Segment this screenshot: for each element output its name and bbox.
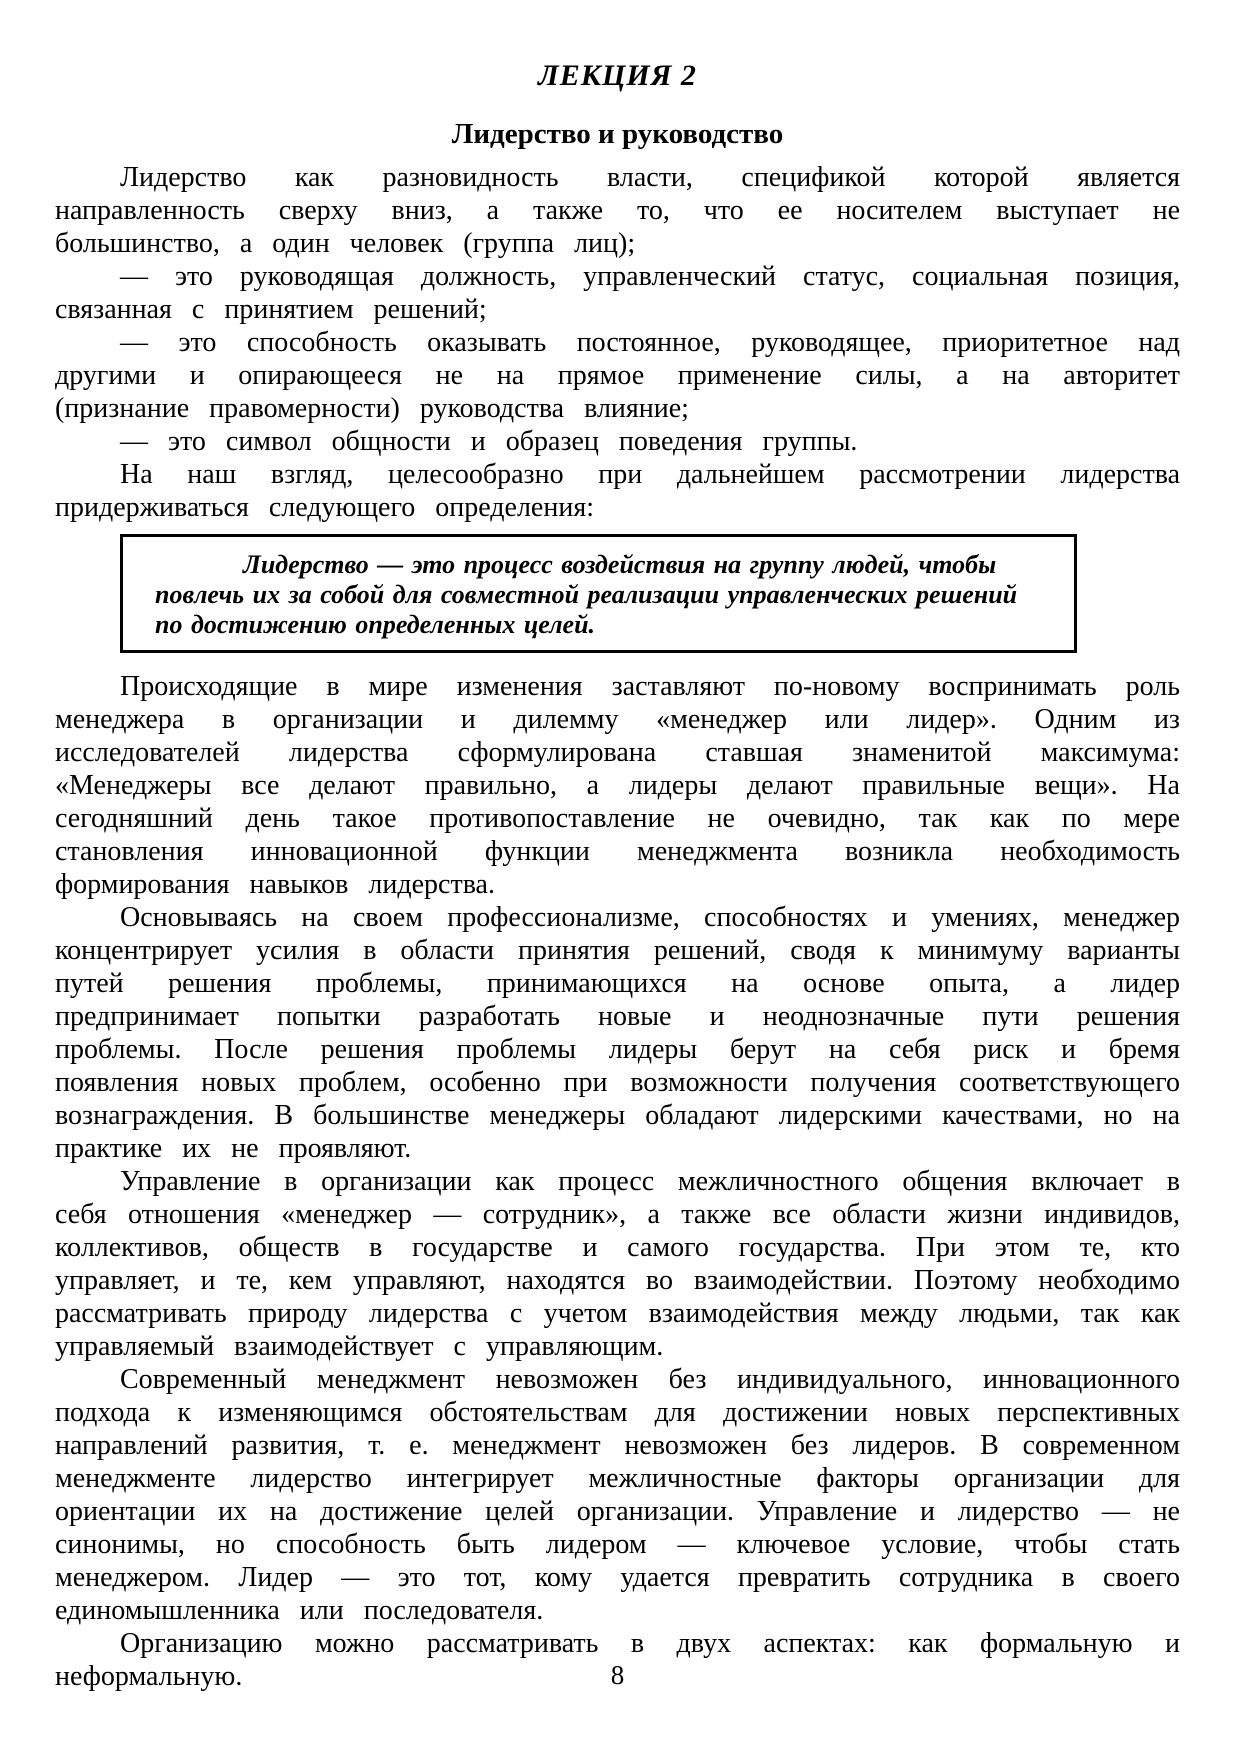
definition-text: Лидерство — это процесс воздействия на группу людей, чтобы повлечь их за собой для совместной реализации управленческих решений по достижению определенных целей. [155,550,1018,639]
body-text-after-box [55,670,1180,1693]
paragraph-9: Современный менеджмент невозможен без индивидуального, инновационного подхода к изменяющимся обстоятельствам для достижении новых перспективных направлений развития, т. е. менеджмент невозможен без лидеров. В современном менеджменте лидерство интегрирует межличностные факторы организации для ориентации их на достижение целей организации. Управление и лидерство — не синонимы, но способность быть лидером — ключевое условие, чтобы стать менеджером. Лидер — это тот, кому удается превратить сотрудника в своего единомышленника или последователя. [55,1364,1180,1626]
section-heading: Лидерство и руководство [451,118,784,150]
paragraph-3: — это способность оказывать постоянное, руководящее, приоритетное над другими и опирающееся не на прямое применение силы, а на авторитет (признание правомерности) руководства влияние; [55,327,1180,424]
paragraph-10: Организацию можно рассматривать в двух аспектах: как формальную и неформальную. [55,1628,1180,1692]
body-text-before-box [55,161,1180,524]
page-number: 8 [610,1660,625,1690]
paragraph-1: Лидерство как разновидность власти, спецификой которой является направленность сверху вниз, а также то, что ее носителем выступает не большинство, а один человек (группа лиц); [55,162,1180,259]
paragraph-7: Основываясь на своем профессионализме, способностях и умениях, менеджер концентрирует усилия в области принятия решений, сводя к минимуму варианты путей решения проблемы, принимающихся на основе опыта, а лидер предпринимает попытки разработать новые и неоднозначные пути решения проблемы. После решения проблемы лидеры берут на себя риск и бремя появления новых проблем, особенно при возможности получения соответствующего вознаграждения. В большинстве менеджеры обладают лидерскими качествами, но на практике их не проявляют. [55,902,1180,1164]
paragraph-8: Управление в организации как процесс межличностного общения включает в себя отношения «менеджер — сотрудник», а также все области жизни индивидов, коллективов, обществ в государстве и самого государства. При этом те, кто управляет, и те, кем управляют, находятся во взаимодействии. Поэтому необходимо рассматривать природу лидерства с учетом взаимодействия между людьми, так как управляемый взаимодействует с управляющим. [55,1166,1180,1362]
paragraph-2: — это руководящая должность, управленческий статус, социальная позиция, связанная с принятием решений; [55,261,1180,325]
definition-box [120,534,1077,653]
paragraph-5: На наш взгляд, целесообразно при дальнейшем рассмотрении лидерства придерживаться следующего определения: [55,459,1180,523]
paragraph-6: Происходящие в мире изменения заставляют по-новому воспринимать роль менеджера в организации и дилемму «менеджер или лидер». Одним из исследователей лидерства сформулирована ставшая знаменитой максимума: «Менеджеры все делают правильно, а лидеры делают правильные вещи». На сегодняшний день такое противопоставление не очевидно, так как по мере становления инновационной функции менеджмента возникла необходимость формирования навыков лидерства. [55,671,1180,900]
lecture-title: ЛЕКЦИЯ 2 [538,59,697,92]
paragraph-4: — это символ общности и образец поведения группы. [120,426,858,457]
